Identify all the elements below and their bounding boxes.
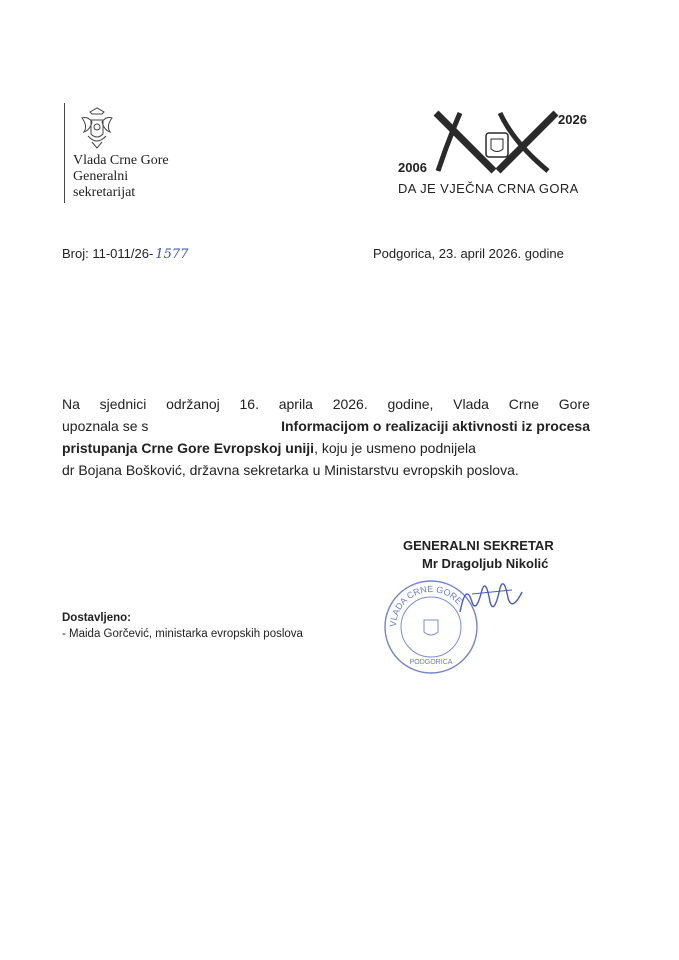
stamp-text: VLADA CRNE GORE <box>387 583 465 628</box>
signatory-name: Mr Dragoljub Nikolić <box>422 556 549 571</box>
org-line: Vlada Crne Gore <box>73 153 169 168</box>
distribution-item: - Maida Gorčević, ministarka evropskih poslova <box>62 628 303 640</box>
word: Vlada <box>453 396 489 412</box>
word: Crne <box>508 396 540 412</box>
handwritten-number: 1577 <box>155 247 189 262</box>
reference-number <box>62 246 188 262</box>
word: godine, <box>387 396 434 412</box>
year-start: 2006 <box>398 160 427 175</box>
body-paragraph <box>62 393 590 481</box>
word: 16. <box>239 396 259 412</box>
distribution-label: Dostavljeno: <box>62 612 132 624</box>
stamp-bottom-text: PODGORICA <box>409 659 453 666</box>
year-end: 2026 <box>558 112 587 127</box>
jubilee-logo <box>398 103 598 203</box>
body-line-4 <box>62 459 590 481</box>
word: 2026. <box>332 396 368 412</box>
body-line-1 <box>62 393 590 415</box>
document-title-part-1: Informacijom o realizaciji aktivnosti iz procesa <box>281 418 590 434</box>
signatory-title: GENERALNI SEKRETAR <box>403 538 554 553</box>
body-line-2 <box>62 415 590 437</box>
word: održanoj <box>166 396 220 412</box>
government-header <box>64 103 204 203</box>
handwritten-signature <box>452 572 552 622</box>
org-line: Generalni <box>73 169 129 184</box>
body-line-3 <box>62 437 590 459</box>
jubilee-motto: DA JE VJEČNA CRNA GORA <box>398 181 579 196</box>
reference-prefix: Broj: 11-011/26- <box>62 246 154 261</box>
organization-name <box>73 153 169 201</box>
header-rule <box>64 103 65 203</box>
word: sjednici <box>99 396 147 412</box>
document-title-part-2: pristupanja Crne Gore Evropskoj uniji <box>62 440 315 456</box>
org-line: sekretarijat <box>73 185 136 200</box>
word: Gore <box>558 396 590 412</box>
place-date: Podgorica, 23. april 2026. godine <box>373 246 564 261</box>
body-text-plain: dr Bojana Bošković, državna sekretarka u Ministarstvu evropskih poslova. <box>62 462 519 478</box>
body-text-plain: upoznala se s <box>62 418 149 434</box>
coat-of-arms-icon <box>78 106 116 150</box>
word: Na <box>62 396 80 412</box>
word: aprila <box>278 396 313 412</box>
body-text-plain: , koju je usmeno podnijela <box>314 440 476 456</box>
